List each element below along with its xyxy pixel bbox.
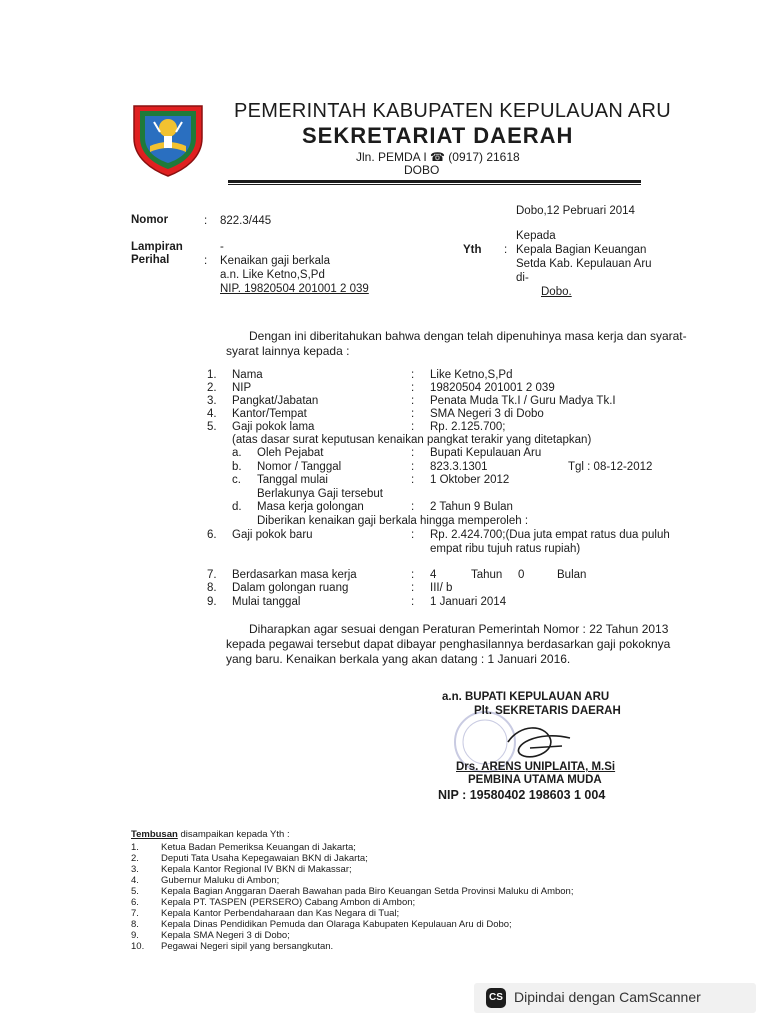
item-number: 1. [207,369,217,381]
intro-line2: syarat lainnya kepada : [226,344,350,358]
item-label: Berdasarkan masa kerja [232,569,357,581]
sub-item-letter: d. [232,501,242,513]
lampiran-label: Lampiran [131,241,183,253]
yth-colon: : [504,244,508,256]
cc-recipient: Pegawai Negeri sipil yang bersangkutan. [161,941,334,952]
item-number: 4. [207,408,217,420]
item-value: 4 [430,569,437,581]
item-value: Like Ketno,S,Pd [430,369,513,381]
recipient-line1: Kepala Bagian Keuangan [516,244,647,256]
sub-item-label: Oleh Pejabat [257,447,324,459]
sub-item-letter: a. [232,447,242,459]
item-label: Nama [232,369,263,381]
item-label: Pangkat/Jabatan [232,395,319,407]
cc-number: 9. [131,930,139,941]
cc-number: 3. [131,864,139,875]
item-colon: : [411,582,415,594]
sub-item-label: Masa kerja golongan [257,501,364,513]
signature-position: Plt. SEKRETARIS DAERAH [474,705,621,717]
sub-item-value: 1 Oktober 2012 [430,474,510,486]
item-number: 6. [207,529,217,541]
item-number: 3. [207,395,217,407]
nomor-label: Nomor [131,214,169,226]
sub-item-label: Nomor / Tanggal [257,461,342,473]
closing-line1: Diharapkan agar sesuai dengan Peraturan Pemerintah Nomor : 22 Tahun 2013 [249,622,669,636]
perihal-value: Kenaikan gaji berkala [220,255,330,267]
sub-item-colon: : [411,447,415,459]
item-label: Mulai tanggal [232,596,301,608]
item-value: 1 Januari 2014 [430,596,507,608]
regency-coat-of-arms-logo [128,98,208,178]
sub-item-value: Bupati Kepulauan Aru [430,447,542,459]
item-number: 5. [207,421,217,433]
perihal-label: Perihal [131,254,170,266]
cc-recipient: Gubernur Maluku di Ambon; [161,875,280,886]
cc-recipient: Kepala Bagian Anggaran Daerah Bawahan pada Biro Keuangan Setda Provinsi Maluku di Ambon; [161,886,574,897]
sub-item-date: Tgl : 08-12-2012 [568,461,653,473]
signature-on-behalf: a.n. BUPATI KEPULAUAN ARU [442,691,610,703]
cc-number: 10. [131,941,145,952]
perihal-nip: NIP. 19820504 201001 2 039 [220,283,369,295]
closing-line3: yang baru. Kenaikan berkala yang akan datang : 1 Januari 2016. [226,652,571,666]
cc-number: 2. [131,853,139,864]
item-label: Gaji pokok baru [232,529,313,541]
item-value: Rp. 2.125.700; [430,421,506,433]
letterhead-rule-thick [228,180,641,183]
cc-heading [131,829,290,840]
cc-number: 6. [131,897,139,908]
signature-name: Drs. ARENS UNIPLAITA, M.Si [456,761,616,773]
cc-recipient: Kepala SMA Negeri 3 di Dobo; [161,930,290,941]
cc-recipient: Kepala PT. TASPEN (PERSERO) Cabang Ambon di Ambon; [161,897,416,908]
letterhead-government: PEMERINTAH KABUPATEN KEPULAUAN ARU [234,100,671,122]
item-colon: : [411,596,415,608]
cc-recipient: Kepala Kantor Regional IV BKN di Makassar; [161,864,352,875]
item-colon: : [411,408,415,420]
cc-recipient: Kepala Kantor Perbendaharaan dan Kas Negara di Tual; [161,908,400,919]
signature-nip: NIP : 19580402 198603 1 004 [438,788,606,802]
item-unit-year: Tahun [471,569,503,581]
nomor-value: 822.3/445 [220,215,272,227]
cc-heading-bold: Tembusan [131,829,178,840]
letterhead-rule-thin [228,184,641,185]
signature-rank: PEMBINA UTAMA MUDA [468,774,602,786]
item-colon: : [411,395,415,407]
cc-number: 1. [131,842,139,853]
sub-item-colon: : [411,461,415,473]
cc-heading-rest: disampaikan kepada Yth : [177,829,290,840]
recipient-line3: di- [516,272,529,284]
item-value: 19820504 201001 2 039 [430,382,555,394]
new-salary-value: Rp. 2.424.700;(Dua juta empat ratus dua puluh [430,529,670,541]
cc-number: 5. [131,886,139,897]
sub-item-letter: c. [232,474,241,486]
sub-item-colon: : [411,501,415,513]
cc-recipient: Ketua Badan Pemeriksa Keuangan di Jakarta; [161,842,356,853]
kepada-label: Kepada [516,230,556,242]
item-number: 7. [207,569,217,581]
yth-label: Yth [463,244,482,256]
letterhead-city: DOBO [404,163,440,177]
perihal-an: a.n. Like Ketno,S,Pd [220,269,325,281]
cc-number: 7. [131,908,139,919]
sub-item-label: Tanggal mulai [257,474,328,486]
camscanner-icon: CS [486,988,506,1008]
sub-item-value: 823.3.1301 [430,461,488,473]
sub-item-colon: : [411,474,415,486]
cc-number: 8. [131,919,139,930]
lampiran-value: - [220,241,224,253]
item-colon: : [411,421,415,433]
recipient-line2: Setda Kab. Kepulauan Aru [516,258,652,270]
item-unit-month: Bulan [557,569,587,581]
item-number: 2. [207,382,217,394]
item-value: SMA Negeri 3 di Dobo [430,408,544,420]
item-number: 8. [207,582,217,594]
item-colon: : [411,569,415,581]
cc-recipient: Deputi Tata Usaha Kepegawaian BKN di Jakarta; [161,853,368,864]
sub-item-letter: b. [232,461,242,473]
new-salary-words: empat ribu tujuh ratus rupiah) [430,543,581,555]
item-value: III/ b [430,582,453,594]
cc-number: 4. [131,875,139,886]
item-colon: : [411,382,415,394]
item-label: Gaji pokok lama [232,421,315,433]
scanner-watermark-text: Dipindai dengan CamScanner [514,989,701,1005]
item-label: NIP [232,382,252,394]
item-value: Penata Muda Tk.I / Guru Madya Tk.I [430,395,616,407]
recipient-line4: Dobo. [541,286,572,298]
cc-recipient: Kepala Dinas Pendidikan Pemuda dan Olaraga Kabupaten Kepulauan Aru di Dobo; [161,919,512,930]
item-label: Kantor/Tempat [232,408,307,420]
note-granted: Diberikan kenaikan gaji berkala hingga memperoleh : [257,515,529,527]
letterhead-secretariat: SEKRETARIAT DAERAH [302,123,574,148]
item-value-month: 0 [518,569,525,581]
item-label: Dalam golongan ruang [232,582,349,594]
perihal-colon: : [204,255,208,267]
nomor-colon: : [204,215,208,227]
letter-date: Dobo,12 Pebruari 2014 [516,205,635,217]
sub-item-value: 2 Tahun 9 Bulan [430,501,513,513]
item-colon: : [411,529,415,541]
item-colon: : [411,369,415,381]
sub-item-label-continued: Berlakunya Gaji tersebut [257,488,383,500]
intro-line1: Dengan ini diberitahukan bahwa dengan telah dipenuhinya masa kerja dan syarat- [249,329,687,343]
letterhead-address: Jln. PEMDA I ☎ (0917) 21618 [356,150,520,164]
note-basis: (atas dasar surat keputusan kenaikan pangkat terakir yang ditetapkan) [232,434,592,446]
item-number: 9. [207,596,217,608]
closing-line2: kepada pegawai tersebut dapat dibayar penghasilannya berdasarkan gaji pokoknya [226,637,671,651]
